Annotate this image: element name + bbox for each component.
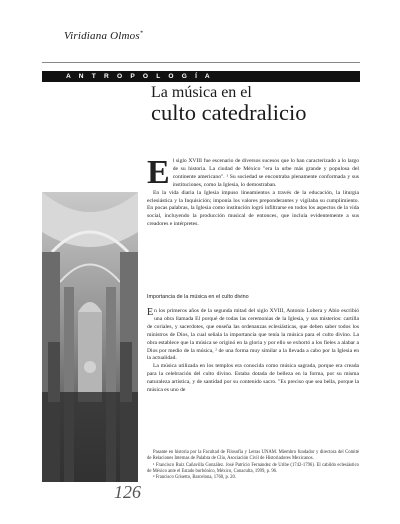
top-rule <box>42 62 360 63</box>
footnote-author: Pasante en historia por la Facultad de Filosofía y Letras UNAM. Miembro fundador y directora del Comité de Relaciones Internas de Palabra de Clío, Asociación Civil de Historiadores Mexicanos. <box>147 450 359 462</box>
section1-paragraph-1 <box>147 308 359 363</box>
article-title-line1: La música en el <box>151 84 252 101</box>
section-subhead: Importancia de la música en el culto divino <box>147 294 249 300</box>
intro-paragraph-2: En la vida diaria la Iglesia impuso lineamientos a través de la educación, la liturgia eclesiástica y la Inquisición; imponía los valores preponderantes y vigilaba su cumplimiento. En pocas palabras, la Iglesia como institución logró infiltrarse en todos los aspectos de la vida social, incluyendo la producción musical de entonces, que incluía evidentemente a sus creadores e intérpretes. <box>147 189 359 228</box>
intro-text: l siglo XVIII fue escenario de diversos sucesos que lo han caracterizado a lo largo de su historia. La ciudad de México "era la urbe más grande y populosa del continente americano". ¹ Su sociedad se encontraba plenamente conformada y sus instituciones, como la Iglesia, lo demostraban. <box>172 158 359 188</box>
page-number: 126 <box>114 482 141 502</box>
footnote-1: ¹ Francisco Ruiz Cañavilla González. José Patricio Fernández de Uribe (1742-1796). El cabildo eclesiástico de México ante el Estado borbónico, México, Conaculta, 1999, p. 96. <box>147 462 359 474</box>
section1-block <box>147 308 359 395</box>
author-name <box>64 30 143 42</box>
intro-dropcap: E <box>147 154 170 191</box>
intro-block <box>147 154 359 229</box>
author-footnote-mark: * <box>139 30 144 37</box>
author-text: Viridiana Olmos <box>64 30 140 42</box>
footnote-2: ² Francisco Grisetto, Barcelona, 1760, p. 20. <box>153 475 237 481</box>
section-label: A N T R O P O L O G Í A <box>66 73 213 80</box>
section1-dropcap: E <box>147 307 154 318</box>
article-title-line2: culto catedralicio <box>151 100 307 125</box>
section1-text: n los primeros años de la segunda mitad del siglo XVIII, Antonio Lobera y Abio escribió una obra llamada El porqué de todas las ceremonias de la Iglesia, y sus misterios: cartilla de coriales, y sacerdotes, que enseña las ordenanzas eclesiásticas, que deben saber todos los ministros de Dios, la cual señala la importancia que tenía la música para el culto divino. La obra establece que la música se originó en la gloria y por ello se exhortó a los fieles a alabar a Dios por medio de la música, ² de una forma muy similar a la llevada a cabo por la Iglesia en la actualidad. <box>147 308 359 362</box>
section1-paragraph-2: La música utilizada en los templos era conocida como música sagrada, porque era creada para la celebración del culto divino. Estaba dotada de belleza en la forma, por su misma naturaleza artística, y de santidad por su contenido sacro. "Es preciso que sea bella, porque la música es uno de <box>147 363 359 394</box>
cathedral-photo <box>42 192 138 482</box>
cathedral-photo-image <box>42 192 138 482</box>
footnotes <box>147 450 359 481</box>
intro-paragraph-1 <box>147 154 359 191</box>
